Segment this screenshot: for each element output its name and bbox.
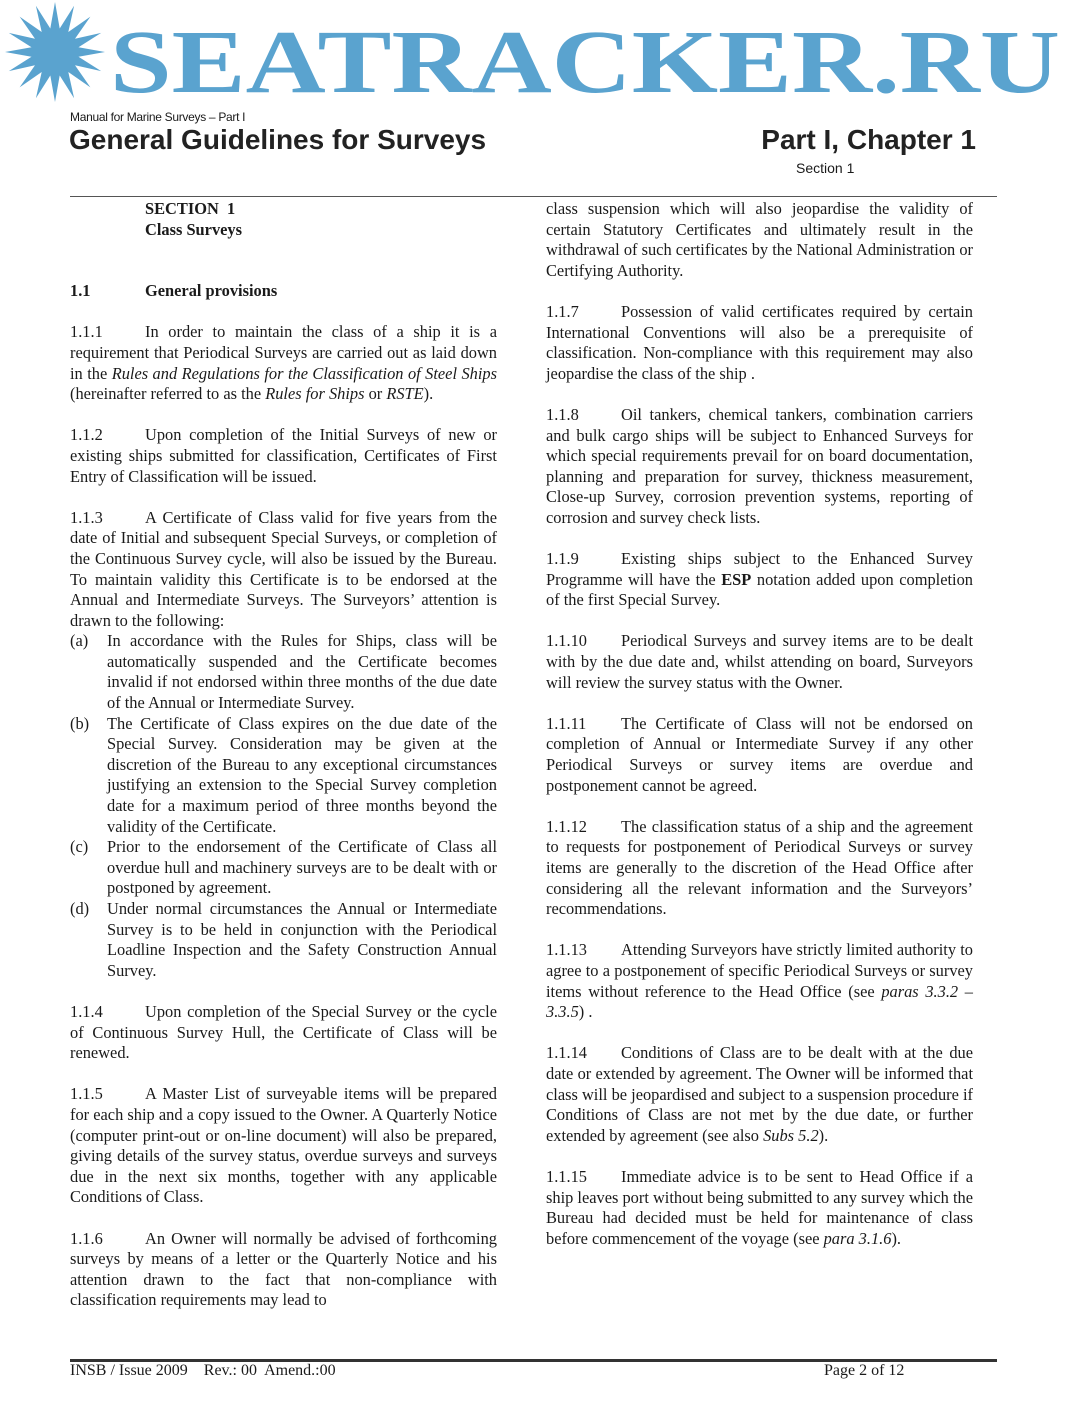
paragraph-number: 1.1.2 <box>70 425 103 445</box>
paragraph <box>546 1167 973 1249</box>
text-run: A Certificate of Class valid for five years from the date of Initial and subsequent Special Surveys, or completion of the Continuous Survey cycle, will also be issued by the Bureau. To maintain validity this Certificate is to be endorsed at the Annual and Intermediate Surveys. The Surveyors’ attention is drawn to the following: <box>70 507 497 630</box>
text-run: Attending Surveyors have strictly limited authority to agree to a postponement of specific Periodical Surveys or survey items without reference to the Head Office (see <box>546 940 973 1001</box>
page-title: General Guidelines for Surveys <box>69 124 487 155</box>
text-run: Possession of valid certificates required by certain International Conventions will also be a prerequisite of classification. Non-compliance with this requirement may also jeopardise the class of the ship . <box>546 301 973 383</box>
paragraph-number: 1.1.4 <box>70 1001 103 1021</box>
paragraph <box>546 1043 973 1146</box>
heading-number: 1.1 <box>70 281 91 301</box>
list-item <box>70 899 497 981</box>
section-heading <box>70 199 497 240</box>
paragraph <box>546 714 973 796</box>
paragraph <box>70 508 497 632</box>
list-label: (a) <box>70 631 89 651</box>
list-text <box>107 899 497 981</box>
paragraph <box>546 302 973 384</box>
paragraph-number: 1.1.7 <box>546 301 579 321</box>
section-heading-line: Class Surveys <box>145 219 242 239</box>
section-label: Section 1 <box>796 160 855 176</box>
paragraph <box>546 631 973 693</box>
italic-reference: Rules for Ships <box>265 384 365 404</box>
text-run: Oil tankers, chemical tankers, combination carriers and bulk cargo ships will be subject to Enhanced Surveys for which special requirements prevail for on board documentation, planning and preparation for survey, thickness measurement, Close-up Survey, corrosion prevention systems, reporting of corrosion and survey check lists. <box>546 404 973 527</box>
paragraph <box>546 817 973 920</box>
text-run: An Owner will normally be advised of forthcoming surveys by means of a letter or the Quarterly Notice and his attention drawn to the fact that non-compliance with classification requirements may lead to <box>70 1228 497 1310</box>
italic-reference: Rules and Regulations for the Classification of Steel Ships <box>111 363 497 383</box>
paragraph-number: 1.1.5 <box>70 1084 103 1104</box>
italic-reference: paras 3.3.2 – 3.3.5 <box>546 981 973 1022</box>
footer-page-number: Page 2 of 12 <box>824 1362 905 1379</box>
text-run: ). <box>818 1125 829 1145</box>
paragraph-number: 1.1.1 <box>70 322 103 342</box>
text-run: notation added upon completion of the first Special Survey. <box>546 569 973 610</box>
chapter-title: Part I, Chapter 1 <box>761 124 976 155</box>
list-item <box>70 837 497 899</box>
list-label: (c) <box>70 837 89 857</box>
text-run: In accordance with the Rules for Ships, class will be automatically suspended and the Certificate becomes invalid if not endorsed within three months of the due date of the Annual or Intermediate Survey. <box>107 631 497 713</box>
text-run: The Certificate of Class expires on the due date of the Special Survey. Consideration may be given at the discretion of the Bureau to any exceptional circumstances justifying an extension to the Special Survey completion date for a maximum period of three months beyond the validity of the Certificate. <box>107 713 497 836</box>
section-heading-line: SECTION 1 <box>145 199 236 218</box>
text-run: The classification status of a ship and the agreement to requests for postponement of Periodical Surveys or survey items are generally to the discretion of the Head Office after considering all the relevant information and the Surveyors’ recommendations. <box>546 816 973 919</box>
heading-text: General provisions <box>145 281 278 301</box>
list-item <box>70 714 497 838</box>
list-label: (d) <box>70 899 90 918</box>
paragraph <box>70 1229 497 1311</box>
text-run: The Certificate of Class will not be endorsed on completion of Annual or Intermediate Survey if any other Periodical Surveys or survey items are overdue and postponement cannot be agreed. <box>546 713 973 795</box>
paragraph-number: 1.1.8 <box>546 404 579 424</box>
paragraph-number: 1.1.14 <box>546 1043 587 1063</box>
italic-reference: RSTE <box>386 384 424 404</box>
paragraph-number: 1.1.9 <box>546 549 579 569</box>
paragraph-number: 1.1.11 <box>546 713 587 733</box>
text-run: Upon completion of the Initial Surveys of new or existing ships submitted for classification, Certificates of First Entry of Classification will be issued. <box>70 425 497 486</box>
header-divider <box>70 196 997 197</box>
text-run: In order to maintain the class of a ship it is a requirement that Periodical Surveys are carried out as laid down in the <box>70 322 497 383</box>
paragraph-number: 1.1.13 <box>546 940 587 960</box>
paragraph <box>546 549 973 611</box>
text-run: Prior to the endorsement of the Certificate of Class all overdue hull and machinery surveys are to be dealt with or postponed by agreement. <box>107 837 497 898</box>
paragraph-number: 1.1.6 <box>70 1228 103 1248</box>
list-text <box>107 714 497 838</box>
footer-issue: INSB / Issue 2009 Rev.: 00 Amend.:00 <box>70 1362 336 1379</box>
paragraph-number: 1.1.15 <box>546 1166 587 1186</box>
paragraph <box>546 199 973 281</box>
text-run: Upon completion of the Special Survey or the cycle of Continuous Survey Hull, the Certificate of Class will be renewed. <box>70 1001 497 1063</box>
bold-notation: ESP <box>721 569 752 589</box>
paragraph-number: 1.1.3 <box>70 507 103 527</box>
text-run: Existing ships subject to the Enhanced Survey Programme will have the <box>546 549 973 589</box>
text-run: ) . <box>578 1002 593 1022</box>
text-run: or <box>364 384 387 404</box>
paragraph <box>70 1084 497 1208</box>
paragraph <box>70 425 497 487</box>
paragraph-number: 1.1.12 <box>546 816 587 836</box>
text-run: Immediate advice is to be sent to Head Office if a ship leaves port without being submitted to any survey which the Bureau had decided must be held for maintenance of class before commencement of the voyage (see <box>546 1166 973 1248</box>
right-column <box>546 199 973 1270</box>
text-run: Periodical Surveys and survey items are to be dealt with by the due date and, whilst attending on board, Surveyors will review the survey status with the Owner. <box>546 631 973 692</box>
paragraph <box>70 322 497 404</box>
text-run: class suspension which will also jeopardise the validity of certain Statutory Certificates and ultimately result in the withdrawal of such certificates by the National Administration or Certifying Authority. <box>546 199 973 280</box>
text-run: Under normal circumstances the Annual or Intermediate Survey is to be held in conjunction with the Periodical Loadline Inspection and the Safety Construction Annual Survey. <box>107 899 497 980</box>
italic-reference: para 3.1.6 <box>823 1228 892 1248</box>
watermark-text: SEATRACKER.RU <box>110 13 1060 105</box>
watermark <box>0 0 1080 105</box>
paragraph <box>546 940 973 1022</box>
text-run: (hereinafter referred to as the <box>70 384 266 404</box>
text-run: ). <box>891 1228 902 1248</box>
text-run: ). <box>423 384 434 404</box>
text-run: A Master List of surveyable items will be prepared for each ship and a copy issued to the Owner. A Quarterly Notice (computer print-out or on-line document) will also be prepared, giving details of the survey status, overdue surveys and surveys due in the next six months, together with any applicable Conditions of Class. <box>70 1084 497 1207</box>
list-text <box>107 631 497 713</box>
paragraph <box>70 1002 497 1064</box>
paragraph-number: 1.1.10 <box>546 631 587 651</box>
list-item <box>70 631 497 713</box>
paragraph <box>546 405 973 529</box>
left-column <box>70 199 497 1331</box>
italic-reference: Subs 5.2 <box>763 1125 819 1145</box>
watermark-sun-icon <box>5 2 105 102</box>
manual-kicker: Manual for Marine Surveys – Part I <box>70 110 246 124</box>
list-text <box>107 837 497 899</box>
subsection-heading <box>70 281 497 302</box>
list-label: (b) <box>70 713 90 733</box>
text-run: Conditions of Class are to be dealt with at the due date or extended by agreement. The Owner will be informed that class will be jeopardised and subject to a suspension procedure if Conditions of Class are not met by the due date, or further extended by agreement (see also <box>546 1043 973 1145</box>
